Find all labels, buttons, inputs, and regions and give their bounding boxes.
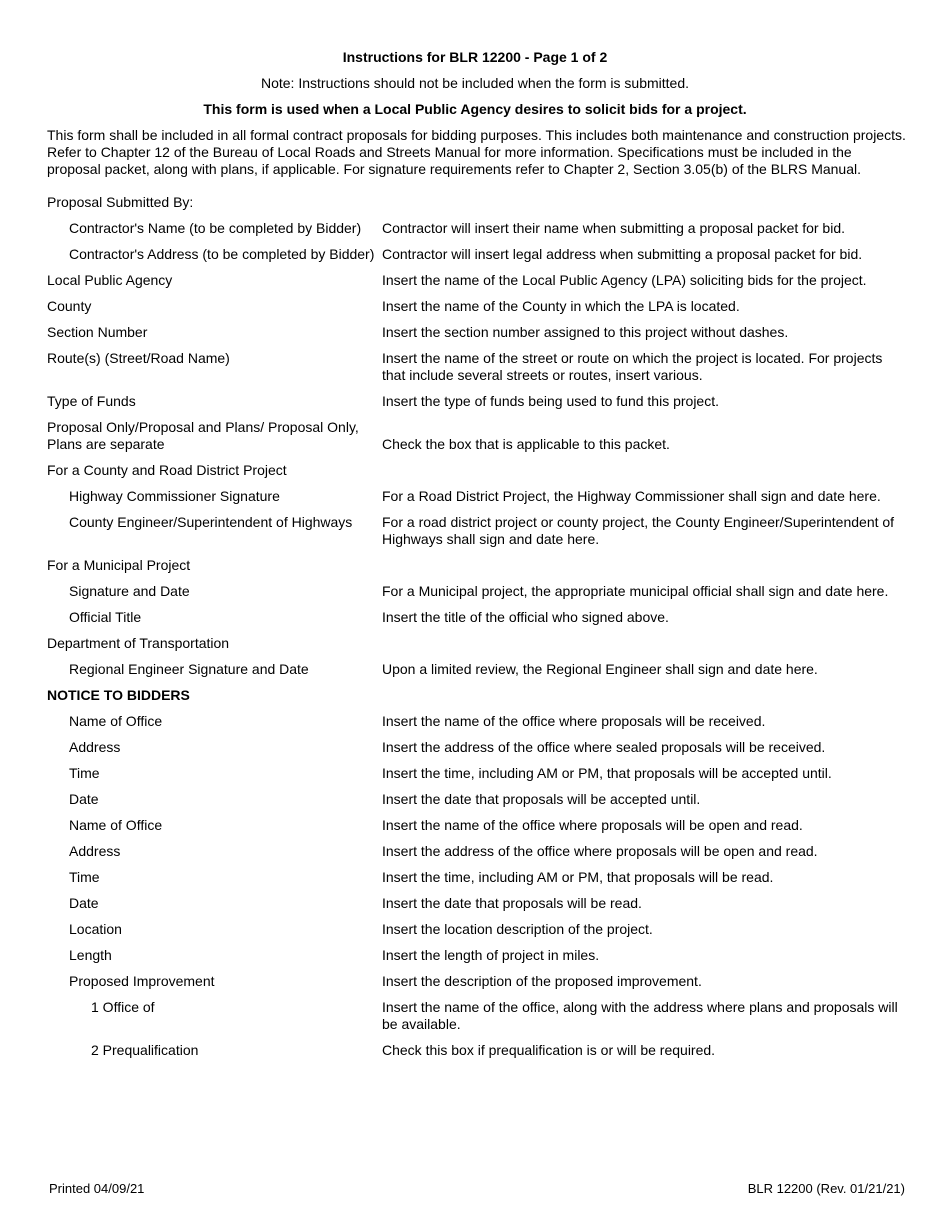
row-description: Insert the name of the Local Public Agency (LPA) soliciting bids for the project.	[382, 272, 867, 288]
instruction-row	[47, 713, 917, 730]
instruction-row	[47, 609, 917, 626]
row-description	[382, 194, 917, 211]
instruction-row	[47, 765, 917, 782]
row-description	[382, 635, 917, 652]
row-label: County	[47, 298, 92, 314]
row-label: For a Municipal Project	[47, 557, 191, 573]
row-label: Department of Transportation	[47, 635, 230, 651]
row-description: Check this box if prequalification is or will be required.	[382, 1042, 716, 1058]
instruction-row	[47, 419, 917, 453]
document-title: Instructions for BLR 12200 - Page 1 of 2	[342, 49, 608, 65]
instruction-row	[47, 921, 917, 938]
row-description: Insert the name of the office where proposals will be open and read.	[382, 817, 803, 833]
row-label: Contractor's Name (to be completed by Bidder)	[69, 220, 362, 236]
instruction-row	[47, 514, 917, 548]
row-description: Insert the section number assigned to this project without dashes.	[382, 324, 789, 340]
row-description: Insert the address of the office where proposals will be open and read.	[382, 843, 818, 859]
row-label: For a County and Road District Project	[47, 462, 287, 478]
row-description: For a Municipal project, the appropriate municipal official shall sign and date here.	[382, 583, 889, 599]
row-label: Proposed Improvement	[69, 973, 215, 989]
row-description: Insert the time, including AM or PM, that proposals will be accepted until.	[382, 765, 832, 781]
instruction-row	[47, 947, 917, 964]
row-label: Length	[69, 947, 112, 963]
row-label: 2 Prequalification	[91, 1042, 199, 1058]
row-description: For a Road District Project, the Highway Commissioner shall sign and date here.	[382, 488, 881, 504]
row-description: Upon a limited review, the Regional Engineer shall sign and date here.	[382, 661, 818, 677]
instruction-row	[47, 999, 917, 1033]
row-label: Proposal Submitted By:	[47, 194, 194, 210]
instruction-row	[47, 635, 917, 652]
row-label: 1 Office of	[91, 999, 155, 1015]
row-label: Official Title	[69, 609, 142, 625]
instruction-row	[47, 557, 917, 574]
row-label: Date	[69, 791, 99, 807]
document-note: Note: Instructions should not be included when the form is submitted.	[260, 75, 689, 91]
row-label: Address	[69, 739, 121, 755]
row-description	[382, 687, 917, 704]
instruction-row	[47, 462, 917, 479]
instruction-row	[47, 973, 917, 990]
instruction-row	[47, 272, 917, 289]
row-description	[382, 462, 917, 479]
row-description: Insert the address of the office where sealed proposals will be received.	[382, 739, 826, 755]
row-description: Insert the name of the County in which the LPA is located.	[382, 298, 740, 314]
row-label: Proposal Only/Proposal and Plans/ Proposal Only, Plans are separate	[47, 419, 359, 452]
instruction-row	[47, 843, 917, 860]
row-description: Contractor will insert their name when submitting a proposal packet for bid.	[382, 220, 845, 236]
row-label: Regional Engineer Signature and Date	[69, 661, 309, 677]
instruction-row	[47, 220, 917, 237]
instruction-row	[47, 324, 917, 341]
row-description: Insert the length of project in miles.	[382, 947, 600, 963]
row-description: Contractor will insert legal address when submitting a proposal packet for bid.	[382, 246, 863, 262]
row-label: Date	[69, 895, 99, 911]
row-label: Name of Office	[69, 817, 163, 833]
row-description: Check the box that is applicable to this packet.	[382, 436, 670, 452]
row-label: Location	[69, 921, 122, 937]
row-label: Local Public Agency	[47, 272, 173, 288]
instruction-row	[47, 350, 917, 384]
row-label: Time	[69, 765, 100, 781]
instruction-row	[47, 246, 917, 263]
instruction-list	[47, 194, 917, 1068]
row-description: Insert the type of funds being used to fund this project.	[382, 393, 719, 409]
instruction-row	[47, 583, 917, 600]
row-description: Insert the date that proposals will be read.	[382, 895, 642, 911]
row-label: County Engineer/Superintendent of Highways	[69, 514, 353, 530]
row-description: Insert the location description of the project.	[382, 921, 653, 937]
row-description: Insert the name of the street or route on which the project is located. For projects that include several streets or routes, insert various.	[382, 350, 883, 383]
instruction-row	[47, 298, 917, 315]
instruction-row	[47, 661, 917, 678]
row-label: Address	[69, 843, 121, 859]
row-description: Insert the name of the office where proposals will be received.	[382, 713, 766, 729]
instruction-row	[47, 739, 917, 756]
instruction-row	[47, 687, 917, 704]
instruction-row	[47, 791, 917, 808]
instruction-row	[47, 869, 917, 886]
row-description: Insert the date that proposals will be accepted until.	[382, 791, 701, 807]
instruction-row	[47, 817, 917, 834]
instruction-row	[47, 393, 917, 410]
instruction-row	[47, 488, 917, 505]
row-label: Highway Commissioner Signature	[69, 488, 280, 504]
document-purpose: This form is used when a Local Public Agency desires to solicit bids for a project.	[203, 101, 747, 117]
row-label: Signature and Date	[69, 583, 190, 599]
row-description: Insert the description of the proposed improvement.	[382, 973, 702, 989]
row-description: Insert the time, including AM or PM, that proposals will be read.	[382, 869, 774, 885]
row-label: Section Number	[47, 324, 148, 340]
row-label: Time	[69, 869, 100, 885]
instruction-row	[47, 194, 917, 211]
section-heading: NOTICE TO BIDDERS	[47, 687, 190, 703]
row-description: For a road district project or county project, the County Engineer/Superintendent of Highways shall sign and date here.	[382, 514, 895, 547]
row-description: Insert the title of the official who signed above.	[382, 609, 669, 625]
intro-paragraph: This form shall be included in all formal contract proposals for bidding purposes. This includes both maintenance and construction projects. Refer to Chapter 12 of the Bureau of Local Roads and Streets Manual for more information. Specifications must be included in the proposal packet, along with plans, if applicable. For signature requirements refer to Chapter 2, Section 3.05(b) of the BLRS Manual.	[47, 127, 906, 177]
printed-date: Printed 04/09/21	[49, 1181, 145, 1196]
instruction-row	[47, 895, 917, 912]
instruction-row	[47, 1042, 917, 1059]
row-label: Route(s) (Street/Road Name)	[47, 350, 230, 366]
row-label: Contractor's Address (to be completed by Bidder)	[69, 246, 375, 262]
row-description: Insert the name of the office, along with the address where plans and proposals will be available.	[382, 999, 898, 1032]
form-revision: BLR 12200 (Rev. 01/21/21)	[747, 1181, 905, 1196]
row-description	[382, 557, 917, 574]
row-label: Type of Funds	[47, 393, 136, 409]
row-label: Name of Office	[69, 713, 163, 729]
